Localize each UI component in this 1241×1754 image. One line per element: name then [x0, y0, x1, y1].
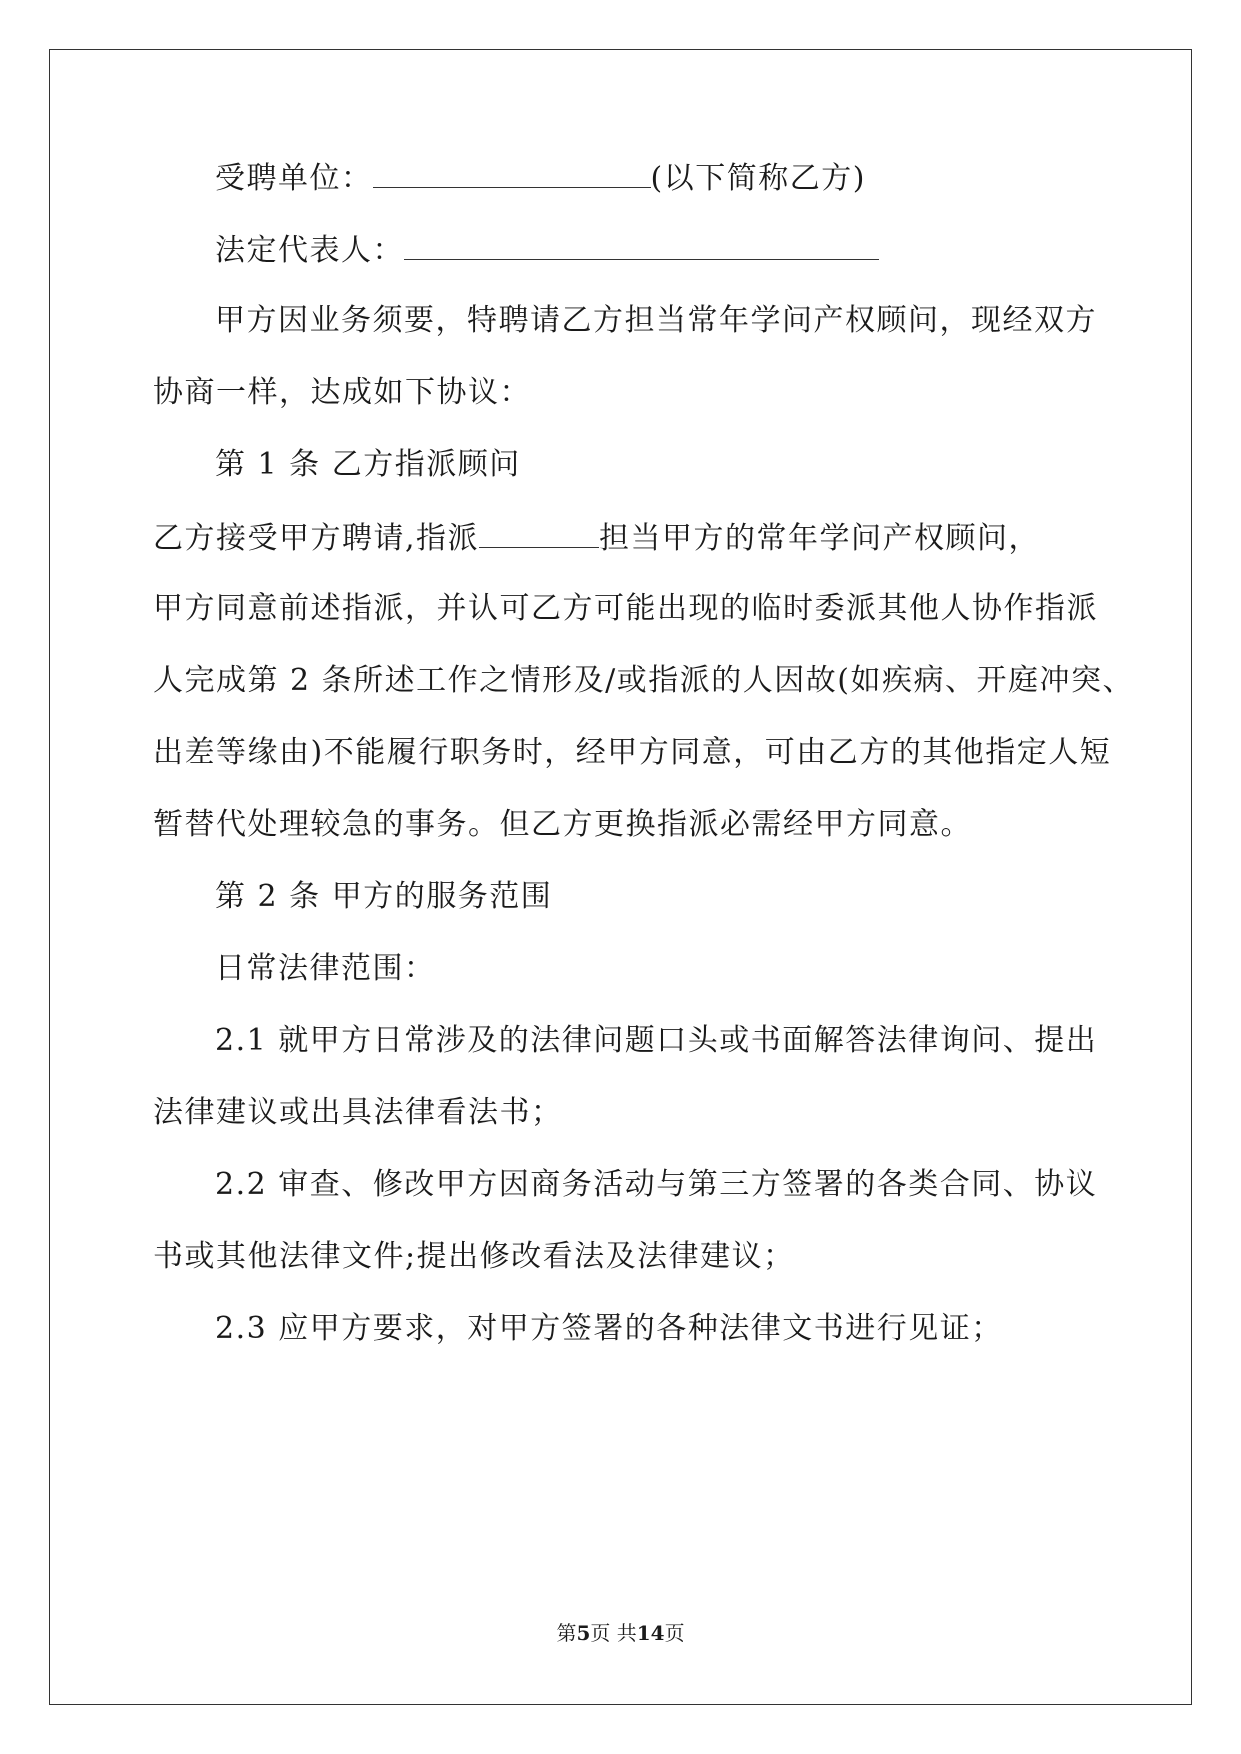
- footer-mid: 页 共: [590, 1621, 637, 1645]
- clause-2-2: 2.2 审查、修改甲方因商务活动与第三方签署的各类合同、协议: [215, 1167, 1098, 1202]
- footer-suffix: 页: [664, 1621, 685, 1645]
- assign-suffix: 担当甲方的常年学问产权顾问，: [599, 521, 1041, 556]
- assign-prefix: 乙方接受甲方聘请,指派: [153, 521, 480, 556]
- paragraph-line: 暂替代处理较急的事务。但乙方更换指派必需经甲方同意。: [153, 807, 972, 842]
- paragraph-line: 甲方因业务须要，特聘请乙方担当常年学问产权顾问，现经双方: [215, 303, 1097, 338]
- clause-2-1: 2.1 就甲方日常涉及的法律问题口头或书面解答法律询问、提出: [215, 1023, 1098, 1058]
- legal-representative-label: 法定代表人：: [215, 233, 404, 268]
- legal-representative-blank: [404, 229, 879, 260]
- article-1-heading: 第 1 条 乙方指派顾问: [215, 447, 521, 482]
- employer-unit-blank: [373, 157, 651, 188]
- paragraph-line: [153, 517, 1040, 559]
- footer-page-number: 5: [576, 1621, 591, 1645]
- assignee-blank: [479, 517, 599, 548]
- footer-page-total: 14: [636, 1621, 665, 1645]
- paragraph-line: 人完成第 2 条所述工作之情形及/或指派的人因故(如疾病、开庭冲突、: [153, 663, 1134, 698]
- paragraph-line: 甲方同意前述指派，并认可乙方可能出现的临时委派其他人协作指派: [153, 591, 1098, 626]
- employer-unit-suffix: (以下简称乙方): [650, 161, 866, 196]
- page-footer: [0, 1620, 1241, 1646]
- section-heading: 日常法律范围：: [215, 951, 436, 986]
- clause-2-3: 2.3 应甲方要求，对甲方签署的各种法律文书进行见证；: [215, 1311, 1003, 1346]
- paragraph-line: 法律建议或出具法律看法书；: [153, 1095, 563, 1130]
- paragraph-line: 书或其他法律文件;提出修改看法及法律建议；: [153, 1239, 795, 1274]
- footer-prefix: 第: [556, 1621, 577, 1645]
- employer-unit-line: [215, 157, 866, 199]
- paragraph-line: 协商一样，达成如下协议：: [153, 375, 531, 410]
- article-2-heading: 第 2 条 甲方的服务范围: [215, 879, 553, 914]
- employer-unit-label: 受聘单位：: [215, 161, 373, 196]
- paragraph-line: 出差等缘由)不能履行职务时，经甲方同意，可由乙方的其他指定人短: [153, 735, 1112, 770]
- legal-representative-line: [215, 229, 879, 271]
